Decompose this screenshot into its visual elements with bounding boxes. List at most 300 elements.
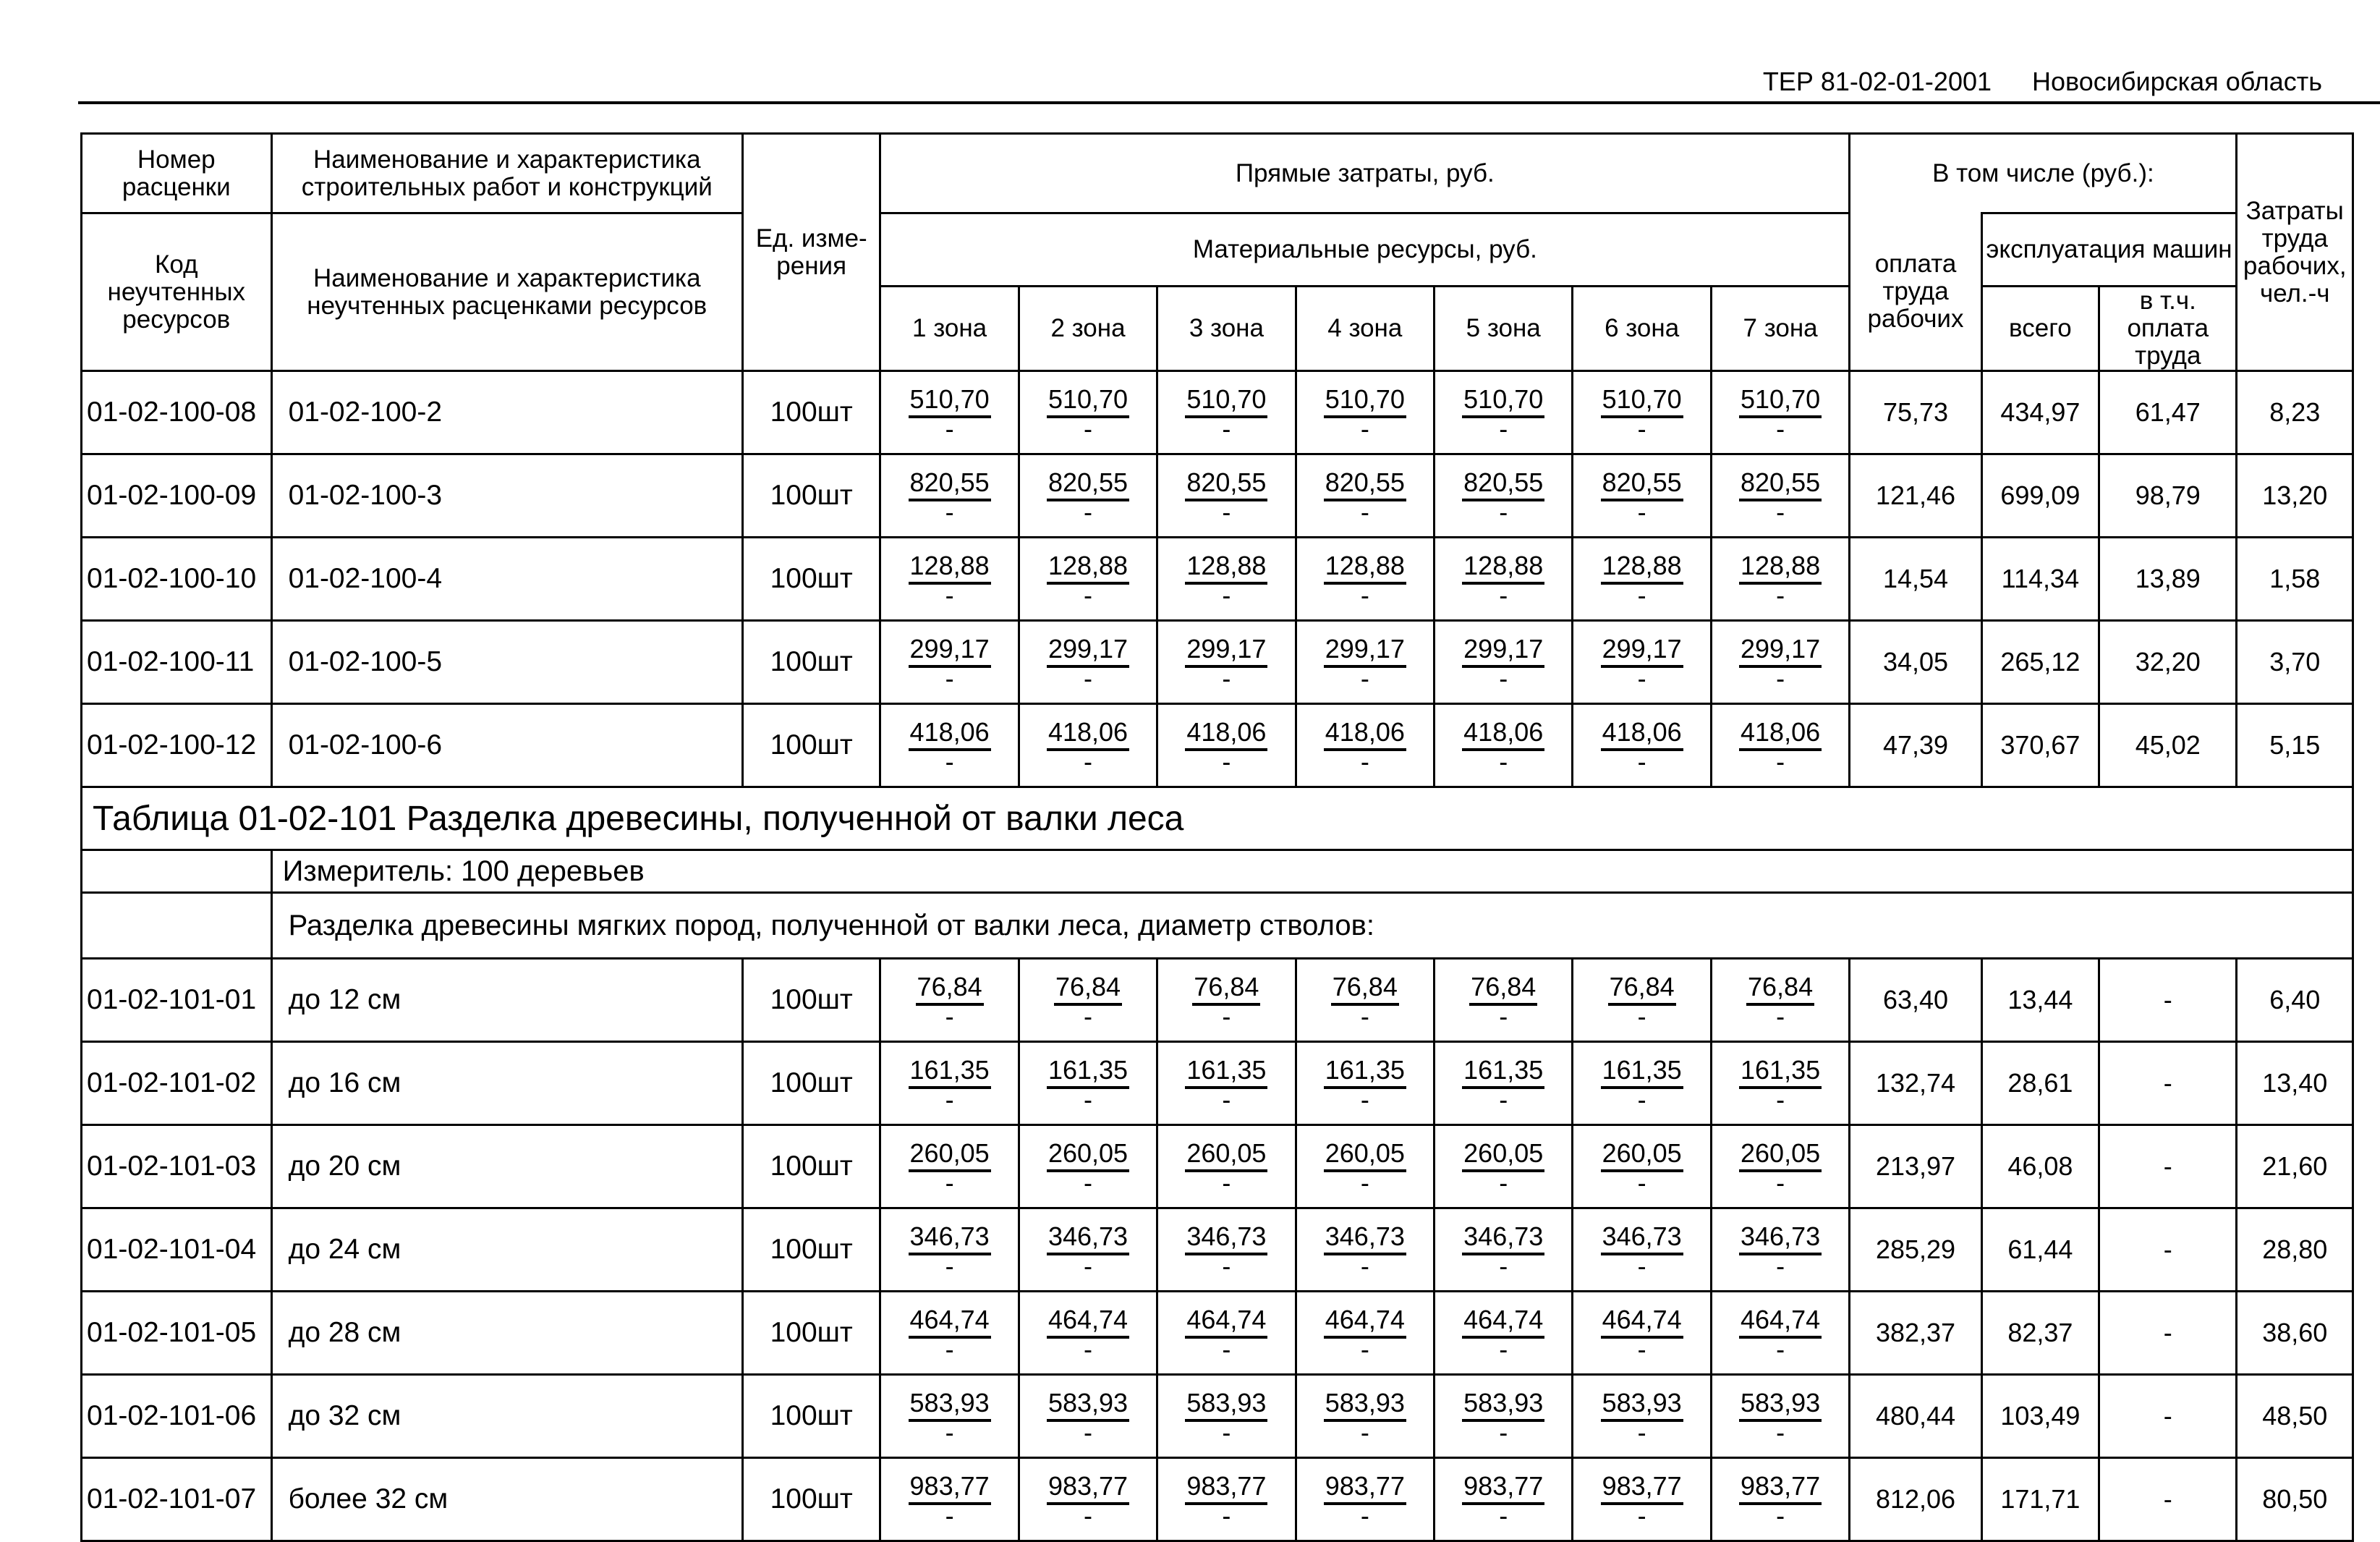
zone-resource-dash: - [1637, 1085, 1646, 1114]
zone-cost-value: 260,05 [1324, 1139, 1406, 1172]
zone-6-cost [1573, 538, 1711, 621]
zone-resource-dash: - [1637, 747, 1646, 776]
zone-7-cost [1711, 704, 1849, 787]
zone-6-cost [1573, 959, 1711, 1042]
machine-labor-pay: - [2099, 1375, 2237, 1458]
zone-5-cost [1435, 621, 1573, 704]
zone-cost-value: 464,74 [1185, 1305, 1267, 1339]
labor-pay: 34,05 [1850, 621, 1981, 704]
zone-resource-dash: - [1776, 1168, 1785, 1198]
rate-name: 01-02-100-4 [271, 538, 742, 621]
zone-2-cost [1019, 621, 1157, 704]
zone-resource-dash: - [1499, 747, 1508, 776]
col-machine-op: эксплуатация машин [1981, 213, 2237, 287]
table-row [82, 538, 2353, 621]
zone-resource-dash: - [1499, 1001, 1508, 1031]
labor-pay: 285,29 [1850, 1208, 1981, 1292]
rate-code: 01-02-101-02 [82, 1042, 272, 1125]
zone-resource-dash: - [1222, 580, 1231, 610]
zone-cost-value: 983,77 [1047, 1472, 1129, 1505]
table-row [82, 1208, 2353, 1292]
zone-cost-value: 510,70 [1047, 385, 1129, 418]
labor-hours: 80,50 [2237, 1458, 2353, 1541]
zone-3-cost [1157, 454, 1296, 538]
zone-resource-dash: - [1637, 497, 1646, 527]
zone-cost-value: 464,74 [1047, 1305, 1129, 1339]
rate-name: до 24 см [271, 1208, 742, 1292]
rate-code: 01-02-100-09 [82, 454, 272, 538]
zone-7-cost [1711, 959, 1849, 1042]
machine-labor-pay: 32,20 [2099, 621, 2237, 704]
zone-6-cost [1573, 454, 1711, 538]
rate-unit: 100шт [742, 371, 880, 454]
zone-resource-dash: - [1084, 1418, 1092, 1447]
zone-cost-value: 464,74 [1601, 1305, 1683, 1339]
zone-cost-value: 820,55 [1324, 468, 1406, 501]
zone-cost-value: 510,70 [1324, 385, 1406, 418]
zone-5-cost [1435, 704, 1573, 787]
zone-cost-value: 464,74 [1739, 1305, 1822, 1339]
zone-resource-dash: - [1776, 497, 1785, 527]
zone-resource-dash: - [1637, 1501, 1646, 1530]
machine-labor-pay: 13,89 [2099, 538, 2237, 621]
zone-2-cost [1019, 1125, 1157, 1208]
zone-resource-dash: - [1084, 497, 1092, 527]
col-machine-pay: в т.ч. оплата труда [2099, 287, 2237, 371]
zone-cost-value: 510,70 [909, 385, 991, 418]
zone-2-cost [1019, 959, 1157, 1042]
zone-cost-value: 260,05 [1739, 1139, 1822, 1172]
zone-resource-dash: - [1637, 664, 1646, 693]
zone-7-cost [1711, 1292, 1849, 1375]
zone-cost-value: 128,88 [1462, 551, 1544, 585]
zone-5-cost [1435, 454, 1573, 538]
zone-cost-value: 820,55 [1185, 468, 1267, 501]
zone-resource-dash: - [1360, 1251, 1369, 1281]
zone-1-cost [880, 371, 1019, 454]
zone-4-cost [1296, 1375, 1434, 1458]
machine-labor-pay: 98,79 [2099, 454, 2237, 538]
zone-resource-dash: - [1222, 747, 1231, 776]
zone-resource-dash: - [1499, 1501, 1508, 1530]
zone-resource-dash: - [1776, 1251, 1785, 1281]
section-title: Таблица 01-02-101 Разделка древесины, полученной от валки леса [82, 787, 2353, 850]
zone-resource-dash: - [1360, 1334, 1369, 1364]
labor-hours: 5,15 [2237, 704, 2353, 787]
zone-6-cost [1573, 1208, 1711, 1292]
zone-7-cost [1711, 371, 1849, 454]
zone-resource-dash: - [1360, 1168, 1369, 1198]
col-zone-7: 7 зона [1711, 287, 1849, 371]
zone-3-cost [1157, 621, 1296, 704]
labor-pay: 812,06 [1850, 1458, 1981, 1541]
table-row [82, 1375, 2353, 1458]
zone-resource-dash: - [1222, 664, 1231, 693]
zone-6-cost [1573, 371, 1711, 454]
section-header [82, 787, 2353, 959]
document-reference [1722, 67, 2322, 97]
zone-cost-value: 299,17 [1739, 635, 1822, 668]
zone-cost-value: 128,88 [1739, 551, 1822, 585]
zone-resource-dash: - [945, 1418, 954, 1447]
zone-resource-dash: - [1776, 1418, 1785, 1447]
machine-total: 13,44 [1981, 959, 2099, 1042]
zone-resource-dash: - [1776, 1334, 1785, 1364]
zone-7-cost [1711, 1208, 1849, 1292]
zone-cost-value: 76,84 [1192, 973, 1260, 1006]
labor-hours: 8,23 [2237, 371, 2353, 454]
zone-cost-value: 161,35 [1739, 1056, 1822, 1089]
labor-pay: 14,54 [1850, 538, 1981, 621]
zone-cost-value: 418,06 [1462, 718, 1544, 751]
rate-name: 01-02-100-5 [271, 621, 742, 704]
zone-cost-value: 346,73 [1739, 1222, 1822, 1255]
labor-pay: 63,40 [1850, 959, 1981, 1042]
zone-cost-value: 76,84 [1608, 973, 1676, 1006]
rate-unit: 100шт [742, 538, 880, 621]
labor-hours: 6,40 [2237, 959, 2353, 1042]
zone-resource-dash: - [1776, 580, 1785, 610]
zone-3-cost [1157, 538, 1296, 621]
zone-resource-dash: - [1222, 1168, 1231, 1198]
zone-cost-value: 260,05 [1601, 1139, 1683, 1172]
zone-resource-dash: - [1637, 580, 1646, 610]
labor-hours: 13,40 [2237, 1042, 2353, 1125]
labor-pay: 382,37 [1850, 1292, 1981, 1375]
rate-code: 01-02-101-07 [82, 1458, 272, 1541]
zone-resource-dash: - [1360, 1001, 1369, 1031]
zone-resource-dash: - [1084, 1334, 1092, 1364]
zone-resource-dash: - [1084, 1168, 1092, 1198]
zone-cost-value: 299,17 [909, 635, 991, 668]
zone-2-cost [1019, 538, 1157, 621]
labor-hours: 38,60 [2237, 1292, 2353, 1375]
zone-cost-value: 346,73 [1047, 1222, 1129, 1255]
zone-resource-dash: - [945, 747, 954, 776]
rate-unit: 100шт [742, 1292, 880, 1375]
zone-cost-value: 346,73 [1462, 1222, 1544, 1255]
zone-3-cost [1157, 1208, 1296, 1292]
rate-name: до 12 см [271, 959, 742, 1042]
table-row [82, 621, 2353, 704]
table-row [82, 1125, 2353, 1208]
zone-3-cost [1157, 1125, 1296, 1208]
table-row [82, 371, 2353, 454]
machine-total: 46,08 [1981, 1125, 2099, 1208]
col-including: В том числе (руб.): [1850, 134, 2237, 213]
table-row [82, 1458, 2353, 1541]
zone-resource-dash: - [1499, 1418, 1508, 1447]
zone-cost-value: 76,84 [1054, 973, 1122, 1006]
machine-total: 370,67 [1981, 704, 2099, 787]
zone-5-cost [1435, 1042, 1573, 1125]
rate-code: 01-02-101-03 [82, 1125, 272, 1208]
zone-cost-value: 418,06 [1601, 718, 1683, 751]
zone-7-cost [1711, 538, 1849, 621]
zone-1-cost [880, 959, 1019, 1042]
zone-cost-value: 583,93 [1601, 1389, 1683, 1422]
col-resource-name: Наименование и характеристика неучтенных расценками ресурсов [271, 213, 742, 371]
zone-resource-dash: - [1499, 1334, 1508, 1364]
zone-cost-value: 128,88 [1324, 551, 1406, 585]
zone-4-cost [1296, 1458, 1434, 1541]
zone-5-cost [1435, 371, 1573, 454]
col-unit: Ед. изме-рения [742, 134, 880, 371]
rate-name: 01-02-100-6 [271, 704, 742, 787]
zone-resource-dash: - [1499, 664, 1508, 693]
col-resource-code: Код неучтенных ресурсов [82, 213, 272, 371]
zone-2-cost [1019, 1292, 1157, 1375]
table-row [82, 1292, 2353, 1375]
zone-1-cost [880, 1208, 1019, 1292]
zone-resource-dash: - [1222, 1251, 1231, 1281]
zone-cost-value: 76,84 [1746, 973, 1814, 1006]
region-name: Новосибирская область [2032, 67, 2322, 96]
zone-resource-dash: - [1360, 1418, 1369, 1447]
rate-unit: 100шт [742, 959, 880, 1042]
zone-cost-value: 583,93 [1739, 1389, 1822, 1422]
zone-resource-dash: - [945, 1334, 954, 1364]
zone-3-cost [1157, 959, 1296, 1042]
zone-cost-value: 76,84 [1331, 973, 1399, 1006]
rate-unit: 100шт [742, 1125, 880, 1208]
zone-1-cost [880, 1042, 1019, 1125]
zone-3-cost [1157, 371, 1296, 454]
table-header [82, 134, 2353, 371]
labor-hours: 28,80 [2237, 1208, 2353, 1292]
zone-cost-value: 820,55 [1601, 468, 1683, 501]
zone-cost-value: 299,17 [1601, 635, 1683, 668]
zone-1-cost [880, 538, 1019, 621]
section-subtitle: Разделка древесины мягких пород, полученной от валки леса, диаметр стволов: [271, 893, 2353, 959]
zone-7-cost [1711, 621, 1849, 704]
col-rate-number: Номер расценки [82, 134, 272, 213]
zone-cost-value: 418,06 [1324, 718, 1406, 751]
zone-cost-value: 820,55 [1739, 468, 1822, 501]
zone-resource-dash: - [1084, 414, 1092, 444]
zone-resource-dash: - [1776, 1501, 1785, 1530]
col-zone-3: 3 зона [1157, 287, 1296, 371]
zone-resource-dash: - [1360, 497, 1369, 527]
zone-cost-value: 161,35 [1324, 1056, 1406, 1089]
zone-3-cost [1157, 1458, 1296, 1541]
zone-cost-value: 260,05 [1047, 1139, 1129, 1172]
col-labor-pay: оплата труда рабочих [1850, 213, 1981, 371]
zone-resource-dash: - [945, 414, 954, 444]
zone-resource-dash: - [1360, 1085, 1369, 1114]
zone-cost-value: 128,88 [1047, 551, 1129, 585]
zone-cost-value: 161,35 [1047, 1056, 1129, 1089]
zone-5-cost [1435, 1292, 1573, 1375]
zone-resource-dash: - [1222, 497, 1231, 527]
col-material-resources: Материальные ресурсы, руб. [880, 213, 1850, 287]
zone-cost-value: 299,17 [1185, 635, 1267, 668]
zone-cost-value: 820,55 [1462, 468, 1544, 501]
zone-cost-value: 299,17 [1324, 635, 1406, 668]
machine-total: 265,12 [1981, 621, 2099, 704]
zone-resource-dash: - [1637, 1418, 1646, 1447]
zone-resource-dash: - [945, 580, 954, 610]
zone-resource-dash: - [1360, 580, 1369, 610]
zone-cost-value: 820,55 [1047, 468, 1129, 501]
rate-code: 01-02-101-01 [82, 959, 272, 1042]
machine-labor-pay: - [2099, 1292, 2237, 1375]
zone-cost-value: 418,06 [1739, 718, 1822, 751]
zone-cost-value: 983,77 [1185, 1472, 1267, 1505]
machine-total: 28,61 [1981, 1042, 2099, 1125]
col-work-name: Наименование и характеристика строительных работ и конструкций [271, 134, 742, 213]
col-direct-costs: Прямые затраты, руб. [880, 134, 1850, 213]
zone-7-cost [1711, 1458, 1849, 1541]
machine-total: 82,37 [1981, 1292, 2099, 1375]
machine-labor-pay: 61,47 [2099, 371, 2237, 454]
col-labor-costs: Затраты труда рабочих, чел.-ч [2237, 134, 2353, 371]
zone-cost-value: 983,77 [1324, 1472, 1406, 1505]
machine-total: 114,34 [1981, 538, 2099, 621]
zone-cost-value: 583,93 [909, 1389, 991, 1422]
zone-6-cost [1573, 1458, 1711, 1541]
zone-3-cost [1157, 1375, 1296, 1458]
zone-resource-dash: - [1776, 747, 1785, 776]
zone-resource-dash: - [1084, 1085, 1092, 1114]
rate-name: 01-02-100-3 [271, 454, 742, 538]
zone-cost-value: 983,77 [1462, 1472, 1544, 1505]
zone-resource-dash: - [1499, 1251, 1508, 1281]
zone-resource-dash: - [945, 1085, 954, 1114]
machine-labor-pay: - [2099, 1458, 2237, 1541]
zone-cost-value: 983,77 [909, 1472, 991, 1505]
labor-hours: 48,50 [2237, 1375, 2353, 1458]
zone-cost-value: 583,93 [1462, 1389, 1544, 1422]
machine-total: 61,44 [1981, 1208, 2099, 1292]
zone-cost-value: 820,55 [909, 468, 991, 501]
col-zone-4: 4 зона [1296, 287, 1434, 371]
machine-total: 171,71 [1981, 1458, 2099, 1541]
zone-resource-dash: - [1637, 1001, 1646, 1031]
zone-4-cost [1296, 1125, 1434, 1208]
machine-labor-pay: - [2099, 1042, 2237, 1125]
zone-2-cost [1019, 1042, 1157, 1125]
rate-name: 01-02-100-2 [271, 371, 742, 454]
zone-1-cost [880, 1125, 1019, 1208]
zone-cost-value: 128,88 [909, 551, 991, 585]
zone-resource-dash: - [1084, 1251, 1092, 1281]
rate-name: более 32 см [271, 1458, 742, 1541]
zone-cost-value: 128,88 [1185, 551, 1267, 585]
rates-table [80, 132, 2354, 1542]
zone-1-cost [880, 1292, 1019, 1375]
zone-cost-value: 161,35 [1601, 1056, 1683, 1089]
zone-resource-dash: - [1222, 1334, 1231, 1364]
rate-code: 01-02-100-08 [82, 371, 272, 454]
zone-5-cost [1435, 1458, 1573, 1541]
zone-resource-dash: - [1499, 580, 1508, 610]
table-row [82, 959, 2353, 1042]
zone-resource-dash: - [1084, 747, 1092, 776]
zone-6-cost [1573, 1292, 1711, 1375]
zone-cost-value: 76,84 [1469, 973, 1537, 1006]
zone-6-cost [1573, 621, 1711, 704]
zone-resource-dash: - [1360, 747, 1369, 776]
zone-4-cost [1296, 959, 1434, 1042]
table-body-rates-100 [82, 371, 2353, 787]
zone-7-cost [1711, 1375, 1849, 1458]
zone-resource-dash: - [1222, 1501, 1231, 1530]
labor-pay: 47,39 [1850, 704, 1981, 787]
zone-resource-dash: - [1222, 1001, 1231, 1031]
zone-cost-value: 128,88 [1601, 551, 1683, 585]
col-zone-6: 6 зона [1573, 287, 1711, 371]
zone-6-cost [1573, 1375, 1711, 1458]
rate-code: 01-02-100-10 [82, 538, 272, 621]
zone-resource-dash: - [945, 497, 954, 527]
zone-6-cost [1573, 1125, 1711, 1208]
zone-resource-dash: - [1222, 414, 1231, 444]
zone-5-cost [1435, 538, 1573, 621]
zone-resource-dash: - [1222, 1418, 1231, 1447]
zone-4-cost [1296, 371, 1434, 454]
zone-1-cost [880, 454, 1019, 538]
zone-3-cost [1157, 1292, 1296, 1375]
zone-resource-dash: - [1637, 1251, 1646, 1281]
rate-unit: 100шт [742, 621, 880, 704]
rate-code: 01-02-100-11 [82, 621, 272, 704]
zone-cost-value: 76,84 [916, 973, 984, 1006]
zone-cost-value: 161,35 [1185, 1056, 1267, 1089]
zone-cost-value: 299,17 [1047, 635, 1129, 668]
zone-1-cost [880, 621, 1019, 704]
zone-cost-value: 418,06 [909, 718, 991, 751]
zone-resource-dash: - [1637, 1168, 1646, 1198]
zone-resource-dash: - [1776, 1085, 1785, 1114]
rate-name: до 16 см [271, 1042, 742, 1125]
zone-cost-value: 346,73 [1601, 1222, 1683, 1255]
zone-cost-value: 346,73 [909, 1222, 991, 1255]
table-body-rates-101 [82, 959, 2353, 1541]
zone-2-cost [1019, 1458, 1157, 1541]
zone-4-cost [1296, 621, 1434, 704]
zone-resource-dash: - [1776, 1001, 1785, 1031]
zone-cost-value: 299,17 [1462, 635, 1544, 668]
zone-cost-value: 418,06 [1185, 718, 1267, 751]
zone-5-cost [1435, 1208, 1573, 1292]
zone-7-cost [1711, 1125, 1849, 1208]
zone-resource-dash: - [1637, 1334, 1646, 1364]
zone-resource-dash: - [945, 1251, 954, 1281]
col-zone-1: 1 зона [880, 287, 1019, 371]
rate-name: до 32 см [271, 1375, 742, 1458]
zone-5-cost [1435, 1125, 1573, 1208]
doc-code: ТЕР 81-02-01-2001 [1762, 67, 1992, 96]
page-header [78, 67, 2380, 104]
zone-4-cost [1296, 1208, 1434, 1292]
machine-labor-pay: 45,02 [2099, 704, 2237, 787]
labor-hours: 1,58 [2237, 538, 2353, 621]
zone-5-cost [1435, 1375, 1573, 1458]
zone-cost-value: 983,77 [1601, 1472, 1683, 1505]
zone-resource-dash: - [1360, 414, 1369, 444]
labor-pay: 213,97 [1850, 1125, 1981, 1208]
zone-resource-dash: - [1222, 1085, 1231, 1114]
zone-cost-value: 583,93 [1324, 1389, 1406, 1422]
zone-resource-dash: - [1084, 664, 1092, 693]
zone-7-cost [1711, 454, 1849, 538]
machine-total: 103,49 [1981, 1375, 2099, 1458]
table-row [82, 454, 2353, 538]
zone-resource-dash: - [1360, 1501, 1369, 1530]
zone-cost-value: 346,73 [1324, 1222, 1406, 1255]
zone-cost-value: 510,70 [1601, 385, 1683, 418]
